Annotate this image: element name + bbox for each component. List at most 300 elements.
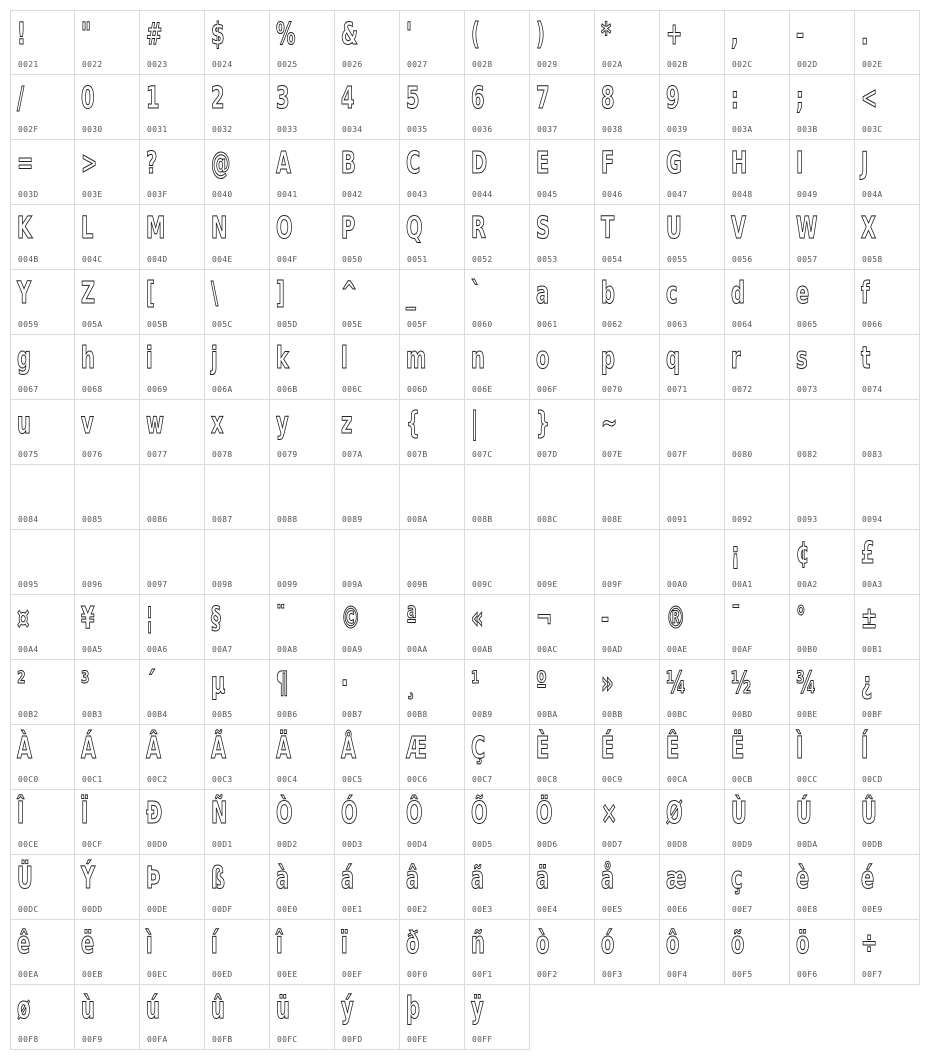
glyph-cell[interactable] [205,790,270,855]
glyph-cell[interactable] [140,660,205,725]
glyph-cell[interactable] [140,140,205,205]
glyph-cell[interactable] [530,465,595,530]
glyph-cell[interactable] [335,465,400,530]
glyph-cell[interactable] [140,790,205,855]
glyph-sample: ¦ [146,601,154,636]
glyph-cell[interactable] [465,140,530,205]
glyph-cell[interactable] [660,75,725,140]
glyph-cell[interactable] [140,400,205,465]
glyph-sample: ¹ [471,666,480,701]
glyph-cell[interactable] [75,10,140,75]
glyph-cell[interactable] [205,400,270,465]
glyph-cell[interactable] [725,595,790,660]
glyph-cell[interactable] [335,75,400,140]
glyph-cell[interactable] [270,335,335,400]
glyph-cell[interactable] [140,335,205,400]
glyph-sample: á [341,861,355,896]
glyph-sample: ¿ [861,666,873,701]
glyph-cell[interactable] [790,10,855,75]
glyph-code-label: 00A3 [862,580,883,589]
glyph-code-label: 0038 [602,125,623,134]
glyph-cell[interactable] [205,530,270,595]
glyph-sample: ó [601,926,615,961]
glyph-cell[interactable] [10,400,75,465]
glyph-cell[interactable] [10,855,75,920]
glyph-cell[interactable] [205,920,270,985]
glyph-cell[interactable] [465,530,530,595]
glyph-cell[interactable] [205,205,270,270]
glyph-cell[interactable] [140,205,205,270]
glyph-sample: ÷ [861,926,878,961]
glyph-cell[interactable] [465,660,530,725]
glyph-code-label: 00EA [18,970,39,979]
glyph-sample: Ù [731,796,747,831]
glyph-cell[interactable] [75,270,140,335]
glyph-code-label: 0098 [212,580,233,589]
glyph-cell[interactable] [335,10,400,75]
glyph-cell[interactable] [400,335,465,400]
glyph-cell[interactable] [10,270,75,335]
glyph-cell[interactable] [205,855,270,920]
glyph-code-label: 00A2 [797,580,818,589]
glyph-cell[interactable] [400,725,465,790]
glyph-sample: n [471,341,485,376]
glyph-cell[interactable] [75,530,140,595]
glyph-cell[interactable] [725,75,790,140]
glyph-cell[interactable] [140,985,205,1050]
glyph-cell[interactable] [75,205,140,270]
glyph-cell[interactable] [790,465,855,530]
glyph-code-label: 0055 [667,255,688,264]
glyph-cell[interactable] [595,790,660,855]
glyph-cell[interactable] [855,335,920,400]
glyph-cell[interactable] [270,855,335,920]
glyph-cell[interactable] [75,335,140,400]
glyph-sample: Ö [536,796,553,831]
glyph-cell[interactable] [270,790,335,855]
glyph-cell[interactable] [855,140,920,205]
glyph-cell[interactable] [270,725,335,790]
glyph-cell[interactable] [465,10,530,75]
glyph-sample: x [211,406,224,441]
glyph-code-label: 0061 [537,320,558,329]
glyph-cell[interactable] [465,205,530,270]
glyph-code-label: 005B [147,320,168,329]
glyph-sample: µ [211,666,226,701]
glyph-cell[interactable] [660,270,725,335]
glyph-cell[interactable] [75,75,140,140]
glyph-sample: > [81,146,98,181]
glyph-cell[interactable] [725,140,790,205]
glyph-cell[interactable] [660,205,725,270]
glyph-cell[interactable] [140,920,205,985]
glyph-cell[interactable] [790,660,855,725]
glyph-cell[interactable] [335,140,400,205]
glyph-cell[interactable] [660,465,725,530]
glyph-cell[interactable] [595,10,660,75]
glyph-cell[interactable] [660,335,725,400]
glyph-sample: R [471,211,486,246]
glyph-cell[interactable] [335,660,400,725]
glyph-cell[interactable] [530,140,595,205]
glyph-cell[interactable] [140,10,205,75]
glyph-cell[interactable] [400,595,465,660]
glyph-cell[interactable] [10,660,75,725]
glyph-cell[interactable] [530,530,595,595]
glyph-code-label: 004A [862,190,883,199]
glyph-cell[interactable] [790,920,855,985]
glyph-sample: ü [276,991,290,1026]
glyph-cell[interactable] [75,920,140,985]
glyph-cell[interactable] [660,595,725,660]
glyph-cell[interactable] [205,10,270,75]
glyph-code-label: 0056 [732,255,753,264]
glyph-cell[interactable] [595,270,660,335]
glyph-cell[interactable] [400,855,465,920]
glyph-code-label: 00A0 [667,580,688,589]
glyph-cell[interactable] [400,790,465,855]
glyph-cell[interactable] [790,75,855,140]
glyph-cell[interactable] [660,660,725,725]
glyph-code-label: 007B [407,450,428,459]
glyph-cell[interactable] [10,725,75,790]
glyph-cell[interactable] [725,725,790,790]
glyph-code-label: 00BB [602,710,623,719]
glyph-cell[interactable] [270,205,335,270]
glyph-cell[interactable] [335,920,400,985]
glyph-cell[interactable] [10,920,75,985]
glyph-cell[interactable] [75,400,140,465]
glyph-cell[interactable] [855,790,920,855]
glyph-cell[interactable] [205,270,270,335]
glyph-cell[interactable] [205,725,270,790]
glyph-cell[interactable] [270,465,335,530]
glyph-code-label: 00AF [732,645,753,654]
glyph-cell[interactable] [595,595,660,660]
glyph-cell[interactable] [205,465,270,530]
glyph-sample: ß [211,861,225,896]
glyph-cell[interactable] [855,920,920,985]
glyph-cell[interactable] [10,335,75,400]
glyph-cell[interactable] [725,465,790,530]
glyph-cell[interactable] [855,660,920,725]
glyph-cell[interactable] [465,400,530,465]
glyph-code-label: 006D [407,385,428,394]
glyph-code-label: 00F2 [537,970,558,979]
glyph-cell[interactable] [790,270,855,335]
glyph-cell[interactable] [725,660,790,725]
glyph-cell[interactable] [595,205,660,270]
glyph-cell[interactable] [270,660,335,725]
glyph-cell[interactable] [75,790,140,855]
glyph-code-label: 00A8 [277,645,298,654]
glyph-sample: 3 [276,81,290,116]
glyph-code-label: 009C [472,580,493,589]
glyph-cell[interactable] [530,270,595,335]
glyph-sample: í [211,926,218,961]
glyph-cell[interactable] [530,920,595,985]
glyph-code-label: 00EF [342,970,363,979]
glyph-cell[interactable] [10,530,75,595]
glyph-cell[interactable] [75,985,140,1050]
glyph-cell[interactable] [725,335,790,400]
glyph-sample: T [601,211,615,246]
glyph-cell[interactable] [205,140,270,205]
glyph-cell[interactable] [465,790,530,855]
glyph-cell[interactable] [855,270,920,335]
glyph-code-label: 0095 [18,580,39,589]
glyph-code-label: 003D [18,190,39,199]
glyph-cell[interactable] [10,75,75,140]
glyph-cell[interactable] [595,530,660,595]
glyph-cell[interactable] [660,790,725,855]
glyph-cell[interactable] [205,985,270,1050]
glyph-cell[interactable] [530,10,595,75]
glyph-cell[interactable] [10,595,75,660]
glyph-cell[interactable] [140,465,205,530]
glyph-cell[interactable] [140,595,205,660]
glyph-cell[interactable] [10,790,75,855]
glyph-code-label: 0083 [862,450,883,459]
glyph-cell[interactable] [725,205,790,270]
glyph-cell[interactable] [660,920,725,985]
glyph-cell[interactable] [660,140,725,205]
glyph-cell[interactable] [270,10,335,75]
glyph-cell[interactable] [660,400,725,465]
glyph-cell[interactable] [400,400,465,465]
glyph-code-label: 00C9 [602,775,623,784]
glyph-cell[interactable] [660,530,725,595]
glyph-code-label: 0094 [862,515,883,524]
glyph-cell[interactable] [530,75,595,140]
glyph-cell[interactable] [595,920,660,985]
glyph-cell[interactable] [855,465,920,530]
glyph-cell[interactable] [400,465,465,530]
glyph-cell[interactable] [140,270,205,335]
glyph-code-label: 009F [602,580,623,589]
glyph-cell[interactable] [270,75,335,140]
glyph-cell[interactable] [790,855,855,920]
glyph-cell[interactable] [725,400,790,465]
glyph-code-label: 00D1 [212,840,233,849]
glyph-code-label: 00E6 [667,905,688,914]
glyph-cell[interactable] [855,75,920,140]
glyph-cell[interactable] [335,595,400,660]
glyph-cell[interactable] [595,400,660,465]
glyph-sample: y [276,406,289,441]
glyph-cell[interactable] [400,660,465,725]
glyph-cell[interactable] [10,465,75,530]
glyph-cell[interactable] [335,855,400,920]
glyph-cell[interactable] [400,75,465,140]
glyph-cell[interactable] [270,140,335,205]
glyph-cell[interactable] [10,205,75,270]
glyph-code-label: 0084 [18,515,39,524]
glyph-cell[interactable] [465,725,530,790]
glyph-cell[interactable] [790,140,855,205]
glyph-cell[interactable] [725,530,790,595]
glyph-cell[interactable] [855,530,920,595]
glyph-sample: ½ [731,666,752,701]
glyph-cell[interactable] [400,205,465,270]
glyph-cell[interactable] [270,920,335,985]
glyph-cell[interactable] [530,400,595,465]
glyph-code-label: 00D5 [472,840,493,849]
glyph-cell[interactable] [660,855,725,920]
glyph-sample: @ [211,146,231,181]
glyph-cell[interactable] [465,270,530,335]
glyph-cell[interactable] [335,530,400,595]
glyph-cell[interactable] [530,855,595,920]
glyph-sample: Ò [276,796,293,831]
glyph-cell[interactable] [530,660,595,725]
glyph-code-label: 00CC [797,775,818,784]
glyph-code-label: 00B6 [277,710,298,719]
glyph-code-label: 00F4 [667,970,688,979]
glyph-sample: ¯ [731,601,741,636]
glyph-cell[interactable] [335,790,400,855]
glyph-cell[interactable] [465,855,530,920]
glyph-code-label: 007D [537,450,558,459]
glyph-code-label: 00F9 [82,1035,103,1044]
glyph-cell[interactable] [595,660,660,725]
glyph-cell[interactable] [465,985,530,1050]
glyph-code-label: 006C [342,385,363,394]
glyph-sample: É [601,731,615,766]
glyph-cell[interactable] [465,335,530,400]
glyph-cell[interactable] [75,855,140,920]
glyph-code-label: 0091 [667,515,688,524]
glyph-cell[interactable] [335,400,400,465]
glyph-code-label: 0052 [472,255,493,264]
glyph-cell[interactable] [75,465,140,530]
glyph-cell[interactable] [400,530,465,595]
glyph-cell[interactable] [465,595,530,660]
glyph-cell[interactable] [530,790,595,855]
glyph-cell[interactable] [530,335,595,400]
glyph-cell[interactable] [465,920,530,985]
glyph-sample: Ô [406,796,423,831]
glyph-cell[interactable] [790,595,855,660]
glyph-sample: Å [341,731,357,766]
glyph-cell[interactable] [75,140,140,205]
glyph-cell[interactable] [855,855,920,920]
glyph-sample: Õ [471,796,488,831]
glyph-sample: { [406,406,420,441]
glyph-cell[interactable] [335,270,400,335]
glyph-cell[interactable] [205,595,270,660]
glyph-cell[interactable] [75,660,140,725]
glyph-cell[interactable] [10,10,75,75]
glyph-code-label: 007F [667,450,688,459]
glyph-cell[interactable] [335,725,400,790]
glyph-cell[interactable] [10,985,75,1050]
glyph-cell[interactable] [790,530,855,595]
glyph-cell[interactable] [335,205,400,270]
glyph-cell[interactable] [595,335,660,400]
glyph-cell[interactable] [725,270,790,335]
glyph-cell[interactable] [855,205,920,270]
glyph-cell[interactable] [335,985,400,1050]
glyph-cell[interactable] [270,400,335,465]
glyph-cell[interactable] [725,855,790,920]
glyph-cell[interactable] [335,335,400,400]
glyph-cell[interactable] [660,725,725,790]
glyph-sample: r [731,341,741,376]
glyph-cell[interactable] [790,790,855,855]
glyph-cell[interactable] [465,465,530,530]
glyph-code-label: 00BC [667,710,688,719]
glyph-code-label: 00DD [82,905,103,914]
glyph-cell[interactable] [725,920,790,985]
glyph-cell[interactable] [270,985,335,1050]
glyph-sample: ý [341,991,354,1026]
glyph-code-label: 0053 [537,255,558,264]
glyph-sample: P [341,211,356,246]
glyph-cell[interactable] [530,595,595,660]
glyph-cell[interactable] [205,335,270,400]
glyph-code-label: 0032 [212,125,233,134]
glyph-sample: ¤ [17,601,30,636]
glyph-cell[interactable] [790,335,855,400]
glyph-cell[interactable] [530,205,595,270]
glyph-cell[interactable] [140,75,205,140]
glyph-cell[interactable] [725,790,790,855]
glyph-cell[interactable] [400,920,465,985]
glyph-cell[interactable] [270,530,335,595]
glyph-cell[interactable] [400,270,465,335]
glyph-cell[interactable] [595,855,660,920]
glyph-cell[interactable] [140,530,205,595]
glyph-cell[interactable] [855,10,920,75]
glyph-sample: k [276,341,289,376]
glyph-cell[interactable] [595,140,660,205]
glyph-cell[interactable] [855,595,920,660]
glyph-cell[interactable] [790,725,855,790]
glyph-cell[interactable] [790,205,855,270]
glyph-cell[interactable] [725,10,790,75]
glyph-cell[interactable] [595,725,660,790]
glyph-cell[interactable] [790,400,855,465]
glyph-cell[interactable] [140,725,205,790]
glyph-cell[interactable] [10,140,75,205]
glyph-code-label: 009A [342,580,363,589]
glyph-code-label: 00CB [732,775,753,784]
glyph-sample: Ú [796,796,812,831]
glyph-code-label: 00B7 [342,710,363,719]
glyph-cell[interactable] [660,10,725,75]
glyph-cell[interactable] [595,465,660,530]
glyph-cell[interactable] [75,725,140,790]
glyph-cell[interactable] [530,725,595,790]
glyph-cell[interactable] [465,75,530,140]
glyph-cell[interactable] [270,595,335,660]
glyph-cell[interactable] [205,75,270,140]
glyph-cell[interactable] [75,595,140,660]
glyph-sample: ã [471,861,485,896]
glyph-sample: 1 [146,81,160,116]
glyph-cell[interactable] [140,855,205,920]
glyph-cell[interactable] [400,985,465,1050]
glyph-cell[interactable] [595,75,660,140]
glyph-cell[interactable] [205,660,270,725]
glyph-cell[interactable] [400,140,465,205]
glyph-cell[interactable] [270,270,335,335]
glyph-cell[interactable] [400,10,465,75]
glyph-cell[interactable] [855,725,920,790]
glyph-sample: Ê [666,731,680,766]
glyph-cell[interactable] [855,400,920,465]
